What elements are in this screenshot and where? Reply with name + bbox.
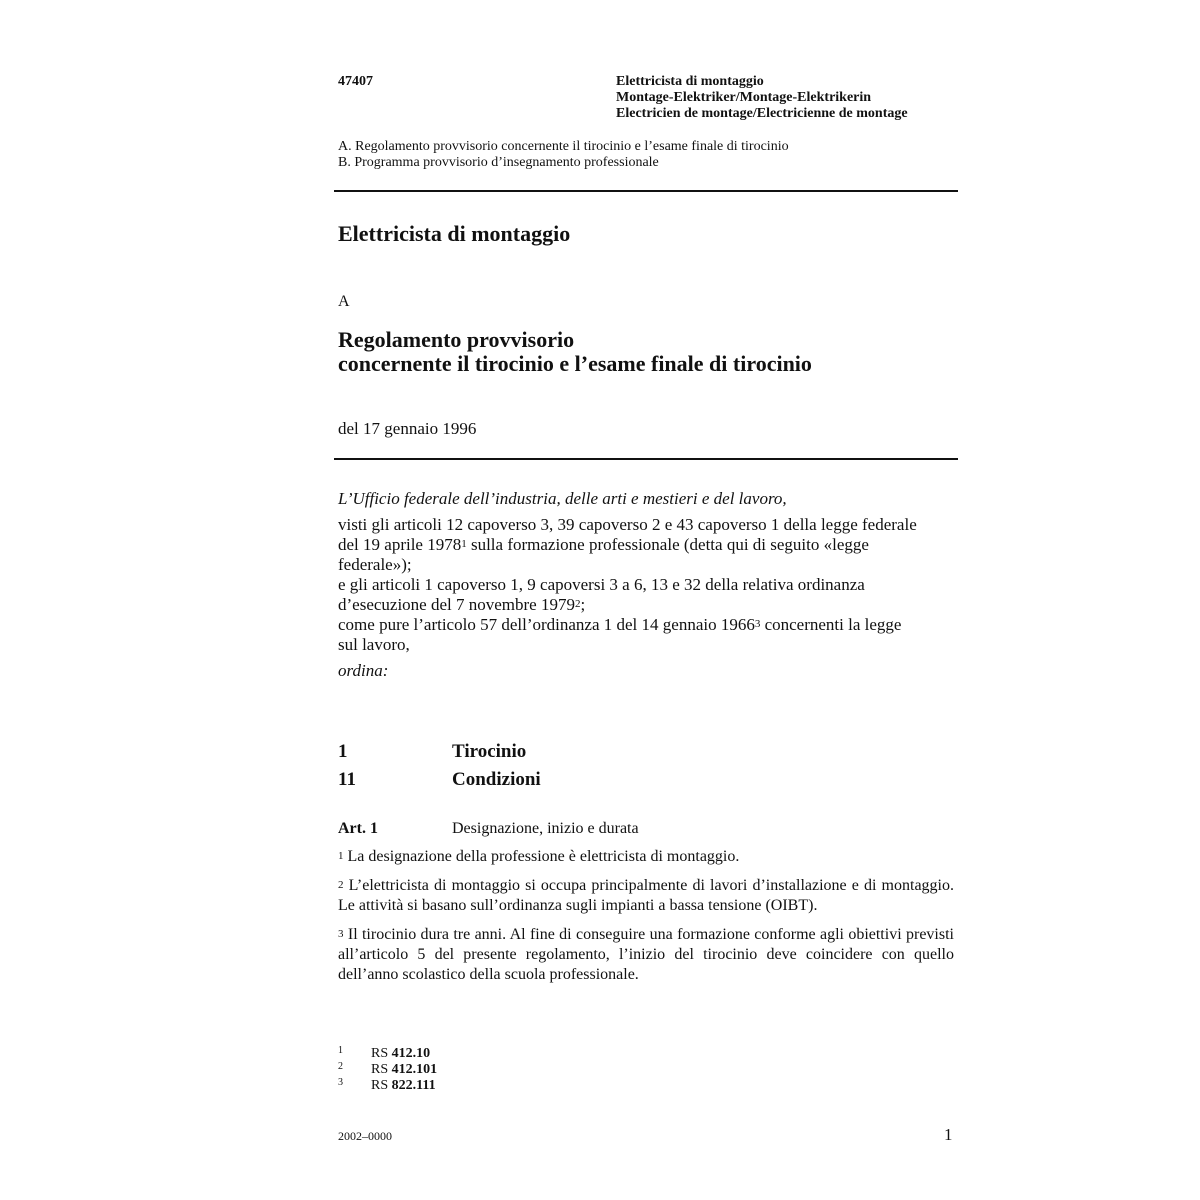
section-title: Condizioni (452, 769, 541, 790)
section-heading (0, 768, 1200, 792)
contents-list (338, 139, 789, 171)
chapter-number: 1 (338, 741, 348, 762)
contents-item: B. Programma provvisorio d’insegnamento professionale (338, 155, 659, 170)
paragraph-number: 3 (338, 928, 344, 940)
paragraph-number: 2 (338, 879, 344, 891)
footnote-number: 2 (338, 1061, 343, 1072)
document-number: 47407 (338, 74, 373, 89)
article-paragraph (338, 876, 954, 916)
preamble-text: come pure l’articolo 57 dell’ordinanza 1 del 14 gennaio 1966 (338, 615, 755, 634)
regulation-date: del 17 gennaio 1996 (338, 419, 477, 438)
footer-code: 2002–0000 (338, 1129, 392, 1143)
preamble-text: e gli articoli 1 capoverso 1, 9 capoversi 3 a 6, 13 e 32 della relativa ordinanza d’esecuzione del 7 novembre 1979 (338, 575, 865, 614)
article-title: Designazione, inizio e durata (452, 820, 639, 837)
chapter-heading (0, 740, 1200, 764)
paragraph-text: La designazione della professione è elettricista di montaggio. (347, 848, 740, 865)
regulation-title-line: concernente il tirocinio e l’esame finale di tirocinio (338, 351, 812, 376)
paragraph-text: Il tirocinio dura tre anni. Al fine di conseguire una formazione conforme agli obiettivi previsti all’articolo 5 del presente regolamento, l’inizio del tirocinio deve coincidere con quello dell’anno scolastico della scuola professionale. (338, 926, 954, 983)
preamble-text: ; (580, 595, 586, 614)
chapter-title: Tirocinio (452, 741, 527, 762)
preamble-text: visti gli articoli 12 capoverso 3, 39 capoverso 2 e 43 capoverso 1 della legge federale del 19 aprile 1978 (338, 515, 917, 554)
article-paragraph (338, 847, 954, 867)
preamble-text: sulla formazione professionale (detta qui di seguito «legge federale»); (338, 535, 869, 574)
paragraph-text: L’elettricista di montaggio si occupa principalmente di lavori d’installazione e di montaggio. Le attività si basano sull’ordinanza sugli impianti a bassa tensione (OIBT). (338, 877, 954, 914)
section-letter: A (338, 293, 350, 310)
article-heading (0, 819, 1200, 839)
preamble-paragraph (338, 515, 918, 575)
footnote-marker[interactable]: 1 (461, 538, 467, 550)
section-number: 11 (338, 769, 356, 790)
preamble-text: concernenti la legge sul lavoro, (338, 615, 902, 654)
divider (334, 458, 958, 460)
footnote-marker[interactable]: 3 (754, 618, 761, 630)
footnote-reference[interactable]: RS 822.111 (371, 1078, 436, 1093)
divider (334, 190, 958, 192)
footnote-marker[interactable]: 2 (574, 598, 581, 610)
article-paragraph (338, 925, 954, 985)
regulation-title-line: Regolamento provvisorio (338, 327, 575, 352)
profession-title-fr: Electricien de montage/Electricienne de montage (616, 106, 908, 121)
profession-title-it: Elettricista di montaggio (616, 74, 764, 89)
profession-titles (616, 74, 908, 122)
ordina-word: ordina: (338, 661, 389, 680)
issuing-authority: L’Ufficio federale dell’industria, delle arti e mestieri e del lavoro, (338, 489, 787, 508)
regulation-title (338, 328, 812, 376)
profession-title-de: Montage-Elektriker/Montage-Elektrikerin (616, 90, 872, 105)
preamble-paragraph (338, 615, 918, 655)
preamble (338, 489, 918, 681)
footnote-number: 3 (338, 1077, 343, 1088)
contents-item: A. Regolamento provvisorio concernente il tirocinio e l’esame finale di tirocinio (338, 139, 789, 154)
footnote-number: 1 (338, 1045, 343, 1056)
paragraph-number: 1 (338, 850, 344, 862)
preamble-paragraph (338, 575, 918, 615)
footnote-reference[interactable]: RS 412.10 (371, 1046, 431, 1061)
footnote-reference[interactable]: RS 412.101 (371, 1062, 438, 1077)
page-number: 1 (944, 1125, 953, 1144)
article-number: Art. 1 (338, 820, 378, 837)
document-title: Elettricista di montaggio (338, 221, 571, 246)
